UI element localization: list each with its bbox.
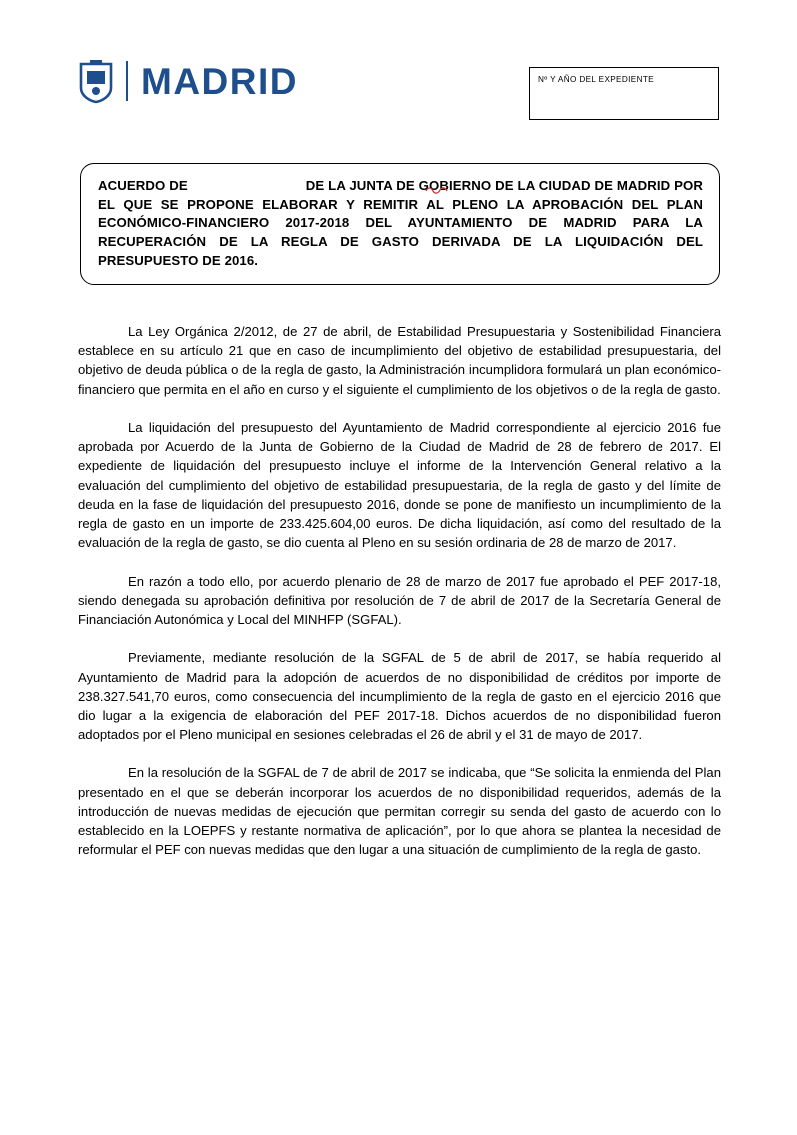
logo-divider (126, 61, 128, 101)
body-paragraph: La liquidación del presupuesto del Ayuntamiento de Madrid correspondiente al ejercicio 2016 fue aprobada por Acuerdo de la Junta de Gobierno de la Ciudad de Madrid de 28 de febrero de 2017. El expediente de liquidación del presupuesto incluye el informe de la Intervención General relativo a la evaluación del cumplimiento del objetivo de estabilidad presupuestaria, de la regla de gasto y del límite de deuda en la fase de liquidación del presupuesto 2016, donde se pone de manifiesto un incumplimiento de la regla de gasto en un importe de 233.425.604,00 euros. De dicha liquidación, así como del resultado de la evaluación de la regla de gasto, se dio cuenta al Pleno en su sesión ordinaria de 28 de marzo de 2017. (78, 419, 721, 551)
title-prefix: ACUERDO DE (98, 178, 188, 193)
body-paragraph: Previamente, mediante resolución de la SGFAL de 5 de abril de 2017, se había requerido al Ayuntamiento de Madrid para la adopción de acuerdos de no disponibilidad de créditos por importe de 238.327.541,70 euros, como consecuencia del incumplimiento de la regla de gasto en el ejercicio 2016 que dio lugar a la exigencia de elaboración del PEF 2017-18. Dichos acuerdos de no disponibilidad fueron adoptados por el Pleno municipal en sesiones celebradas el 26 de abril y el 31 de mayo de 2017. (78, 650, 721, 743)
document-header (78, 58, 719, 138)
expediente-box (529, 67, 719, 120)
handwritten-annotation-icon (425, 186, 451, 194)
document-body (78, 322, 721, 879)
body-paragraph: En razón a todo ello, por acuerdo plenario de 28 de marzo de 2017 fue aprobado el PEF 2017-18, siendo denegada su aprobación definitiva por resolución de 7 de abril de 2017 de la Secretaría General de Financiación Autonómica y Local del MINHFP (SGFAL). (78, 573, 721, 628)
body-paragraph: La Ley Orgánica 2/2012, de 27 de abril, de Estabilidad Presupuestaria y Sostenibilidad Financiera establece en su artículo 21 que en caso de incumplimiento del objetivo de estabilidad presupuestaria, del objetivo de deuda pública o de la regla de gasto, la Administración incumplidora formulará un plan económico-financiero que permita en el año en curso y el siguiente el cumplimiento de los objetivos o de la regla de gasto. (78, 324, 721, 397)
agreement-title-box (80, 163, 720, 285)
madrid-coat-of-arms-icon (78, 58, 114, 104)
madrid-logo (78, 58, 298, 104)
logo-wordmark: MADRID (141, 60, 298, 102)
agreement-title-text (98, 177, 703, 271)
expediente-label: Nº Y AÑO DEL EXPEDIENTE (538, 75, 654, 84)
body-paragraph: En la resolución de la SGFAL de 7 de abril de 2017 se indicaba, que “Se solicita la enmienda del Plan presentado en el que se deberán incorporar los acuerdos de no disponibilidad requeridos, además de la introducción de nuevas medidas de ejecución que permitan corregir su senda del gasto de acuerdo con lo establecido en la LOEPFS y restante normativa de aplicación”, por lo que ahora se plantea la necesidad de reformular el PEF con nuevas medidas que den lugar a una situación de cumplimiento de la regla de gasto. (78, 765, 721, 858)
title-suffix: DE LA JUNTA DE GOBIERNO DE LA CIUDAD DE MADRID POR EL QUE SE PROPONE ELABORAR Y REMITIR AL PLENO LA APROBACIÓN DEL PLAN ECONÓMICO-FINANCIERO 2017-2018 DEL AYUNTAMIENTO DE MADRID PARA LA RECUPERACIÓN DE LA REGLA DE GASTO DERIVADA DE LA LIQUIDACIÓN DEL PRESUPUESTO DE 2016. (98, 178, 703, 268)
